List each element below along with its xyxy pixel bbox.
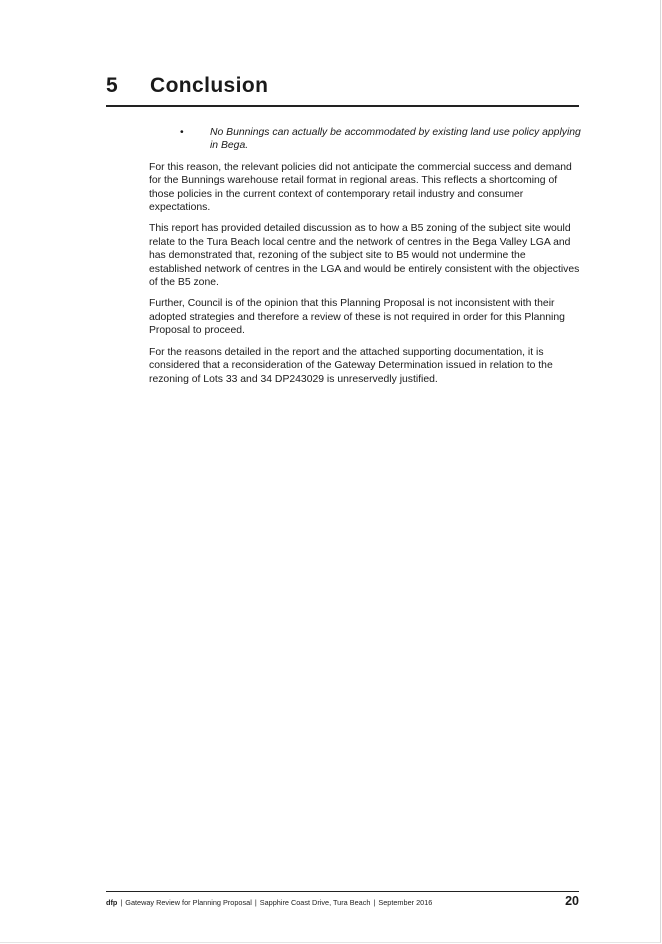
footer-brand: dfp <box>106 898 118 907</box>
page-footer <box>106 891 579 912</box>
footer-date: September 2016 <box>378 898 433 907</box>
footer-location: Sapphire Coast Drive, Tura Beach <box>259 898 371 907</box>
page-number: 20 <box>565 894 579 908</box>
paragraph: For the reasons detailed in the report and the attached supporting documentation, it is considered that a reconsideration of the Gateway Determination issued in relation to the rezoning of Lots 33 and 34 DP243029 is unreservedly justified. <box>149 346 553 385</box>
bullet-item <box>149 126 581 153</box>
footer-separator: | <box>373 898 376 907</box>
footer-text <box>106 898 432 907</box>
section-number: 5 <box>106 74 118 97</box>
footer-doc-title: Gateway Review for Planning Proposal <box>125 898 252 907</box>
section-heading <box>106 74 579 107</box>
bullet-dot-icon: • <box>180 127 184 138</box>
bullet-text: No Bunnings can actually be accommodated by existing land use policy applying in Bega. <box>210 127 581 152</box>
footer-separator: | <box>254 898 257 907</box>
paragraph: Further, Council is of the opinion that this Planning Proposal is not inconsistent with their adopted strategies and therefore a review of these is not required in order for this Planning Proposal to proceed. <box>149 298 565 337</box>
paragraph: This report has provided detailed discussion as to how a B5 zoning of the subject site would relate to the Tura Beach local centre and the network of centres in the Bega Valley LGA and has demonstrated that, rezoning of the subject site to B5 would not undermine the established network of centres in the LGA and would be entirely consistent with the objectives of the B5 zone. <box>149 223 580 289</box>
document-body <box>149 126 581 394</box>
section-title: Conclusion <box>150 74 269 97</box>
footer-separator: | <box>120 898 123 907</box>
paragraph: For this reason, the relevant policies did not anticipate the commercial success and demand for the Bunnings warehouse retail format in regional areas. This reflects a shortcoming of those policies in the current context of contemporary retail industry and consumer expectations. <box>149 161 572 214</box>
